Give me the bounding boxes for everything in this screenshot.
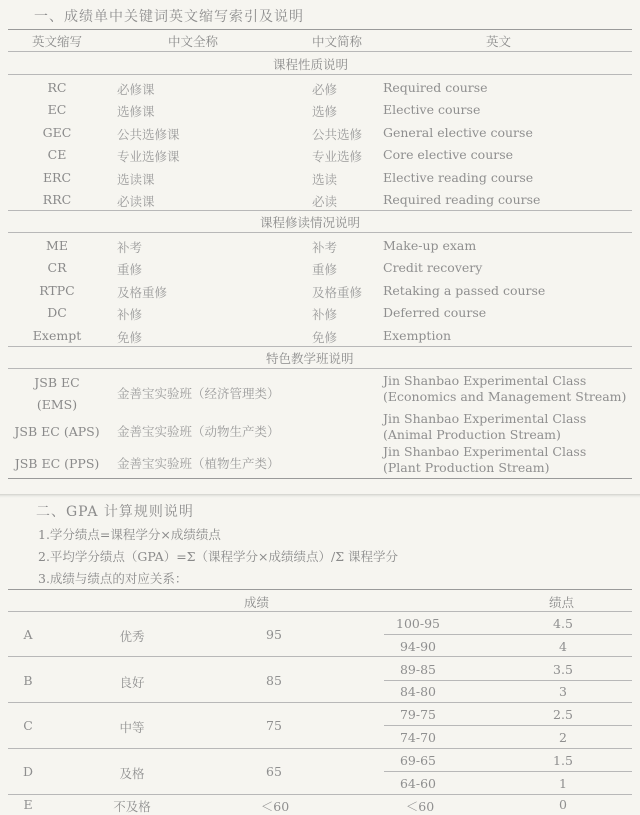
en-cell: General elective course — [383, 125, 533, 140]
divider — [8, 611, 632, 612]
grade-level: 优秀 — [119, 629, 145, 644]
cn-full-cell: 金善宝实验班（动物生产类） — [117, 424, 280, 439]
col-header-cn-full: 中文全称 — [168, 34, 219, 49]
divider — [384, 634, 632, 635]
rule-2: 2.平均学分绩点（GPA）=Σ（课程学分×成绩绩点）/Σ 课程学分 — [38, 549, 399, 564]
grade-letter: C — [23, 718, 33, 733]
score-range: 84-80 — [399, 684, 437, 699]
en-cell: Retaking a passed course — [383, 283, 546, 298]
cn-short-cell: 补考 — [312, 240, 338, 255]
abbr-cell-line2: (EMS) — [36, 397, 78, 412]
grade-point: 1 — [559, 776, 567, 791]
cn-short-cell: 必修 — [312, 82, 338, 97]
cn-full-cell: 必修课 — [117, 82, 155, 97]
grade-point: 3.5 — [553, 662, 573, 677]
rule-3: 3.成绩与绩点的对应关系： — [38, 571, 188, 586]
gpa-header-score: 成绩 — [244, 595, 270, 610]
en-cell-line2: (Plant Production Stream) — [383, 460, 550, 475]
section1-title: 一、成绩单中关键词英文缩写索引及说明 — [34, 9, 304, 25]
cn-full-cell: 及格重修 — [117, 285, 168, 300]
abbr-cell: RTPC — [39, 283, 75, 298]
grade-level: 中等 — [119, 720, 145, 735]
page-tear — [0, 494, 640, 498]
cn-full-cell: 补修 — [117, 307, 143, 322]
grade-point: 1.5 — [553, 753, 573, 768]
grade-point: 0 — [559, 797, 567, 812]
abbr-cell: RRC — [42, 192, 72, 207]
cn-short-cell: 专业选修 — [312, 149, 363, 164]
grade-score: 75 — [266, 718, 282, 733]
divider — [8, 748, 632, 749]
score-range: 94-90 — [399, 639, 437, 654]
divider — [8, 368, 632, 369]
col-header-en: 英文 — [486, 34, 512, 49]
grade-score: 65 — [266, 764, 282, 779]
divider — [8, 589, 632, 590]
score-range: 79-75 — [399, 707, 437, 722]
gpa-header-points: 绩点 — [549, 595, 575, 610]
score-range: 74-70 — [399, 730, 437, 745]
group-title-special-class: 特色教学班说明 — [266, 351, 354, 366]
cn-full-cell: 重修 — [117, 262, 143, 277]
grade-level: 及格 — [119, 766, 145, 781]
group-title-course-type: 课程性质说明 — [273, 57, 349, 72]
col-header-cn-short: 中文简称 — [312, 34, 363, 49]
cn-full-cell: 选读课 — [117, 172, 155, 187]
grade-point: 4 — [559, 639, 567, 654]
en-cell: Exemption — [383, 328, 452, 343]
en-cell: Required course — [383, 80, 488, 95]
divider — [8, 794, 632, 795]
en-cell: Jin Shanbao Experimental Class — [383, 373, 587, 388]
cn-short-cell: 公共选修 — [312, 127, 363, 142]
en-cell: Deferred course — [383, 305, 487, 320]
grade-score: ＜60 — [260, 799, 290, 814]
divider — [384, 771, 632, 772]
en-cell: Credit recovery — [383, 260, 483, 275]
abbr-cell: JSB EC — [34, 375, 80, 390]
divider — [8, 656, 632, 657]
score-range: 64-60 — [399, 776, 437, 791]
grade-score: 85 — [266, 673, 282, 688]
grade-score: 95 — [266, 627, 282, 642]
grade-point: 3 — [559, 684, 567, 699]
abbr-cell: Exempt — [32, 328, 82, 343]
abbr-cell: JSB EC (PPS) — [14, 456, 100, 471]
divider — [8, 346, 632, 347]
cn-full-cell: 专业选修课 — [117, 149, 180, 164]
en-cell: Required reading course — [383, 192, 541, 207]
divider — [8, 478, 632, 479]
grade-level: 良好 — [119, 675, 145, 690]
score-range: 69-65 — [399, 753, 437, 768]
grade-letter: B — [23, 673, 33, 688]
divider — [8, 210, 632, 211]
cn-full-cell: 金善宝实验班（经济管理类） — [117, 386, 280, 401]
cn-short-cell: 选修 — [312, 104, 338, 119]
cn-short-cell: 及格重修 — [312, 285, 363, 300]
cn-full-cell: 必读课 — [117, 194, 155, 209]
cn-short-cell: 补修 — [312, 307, 338, 322]
divider — [8, 702, 632, 703]
grade-letter: D — [22, 764, 34, 779]
divider — [8, 74, 632, 75]
en-cell: Elective course — [383, 102, 481, 117]
cn-short-cell: 选读 — [312, 172, 338, 187]
en-cell: Jin Shanbao Experimental Class — [383, 444, 587, 459]
grade-point: 2.5 — [553, 707, 573, 722]
cn-full-cell: 选修课 — [117, 104, 155, 119]
abbr-cell: DC — [47, 305, 67, 320]
abbr-cell: ERC — [42, 170, 72, 185]
group-title-course-status: 课程修读情况说明 — [260, 215, 361, 230]
divider — [8, 51, 632, 52]
abbr-cell: GEC — [42, 125, 72, 140]
score-range: 89-85 — [399, 662, 437, 677]
grade-letter: A — [23, 627, 33, 642]
cn-short-cell: 重修 — [312, 262, 338, 277]
divider — [384, 725, 632, 726]
abbr-cell: RC — [47, 80, 67, 95]
cn-full-cell: 补考 — [117, 240, 143, 255]
section2-title: 二、GPA 计算规则说明 — [36, 504, 194, 520]
abbr-cell: EC — [47, 102, 67, 117]
abbr-cell: CR — [47, 260, 67, 275]
cn-full-cell: 免修 — [117, 330, 143, 345]
divider — [8, 29, 632, 30]
score-range: 100-95 — [396, 616, 440, 631]
en-cell-line2: (Economics and Management Stream) — [383, 389, 627, 404]
score-range: ＜60 — [405, 799, 435, 814]
grade-letter: E — [23, 797, 33, 812]
divider — [384, 680, 632, 681]
grade-point: 2 — [559, 730, 567, 745]
rule-1: 1.学分绩点=课程学分×成绩绩点 — [38, 527, 221, 542]
cn-short-cell: 免修 — [312, 330, 338, 345]
grade-level: 不及格 — [113, 799, 151, 814]
en-cell-line2: (Animal Production Stream) — [383, 427, 561, 442]
cn-short-cell: 必读 — [312, 194, 338, 209]
grade-point: 4.5 — [553, 616, 573, 631]
en-cell: Make-up exam — [383, 238, 477, 253]
abbr-cell: ME — [46, 238, 68, 253]
divider — [8, 232, 632, 233]
cn-full-cell: 金善宝实验班（植物生产类） — [117, 456, 280, 471]
abbr-cell: CE — [47, 147, 67, 162]
abbr-cell: JSB EC (APS) — [14, 424, 100, 439]
en-cell: Core elective course — [383, 147, 514, 162]
col-header-abbr: 英文缩写 — [32, 34, 83, 49]
en-cell: Jin Shanbao Experimental Class — [383, 411, 587, 426]
en-cell: Elective reading course — [383, 170, 534, 185]
cn-full-cell: 公共选修课 — [117, 127, 180, 142]
